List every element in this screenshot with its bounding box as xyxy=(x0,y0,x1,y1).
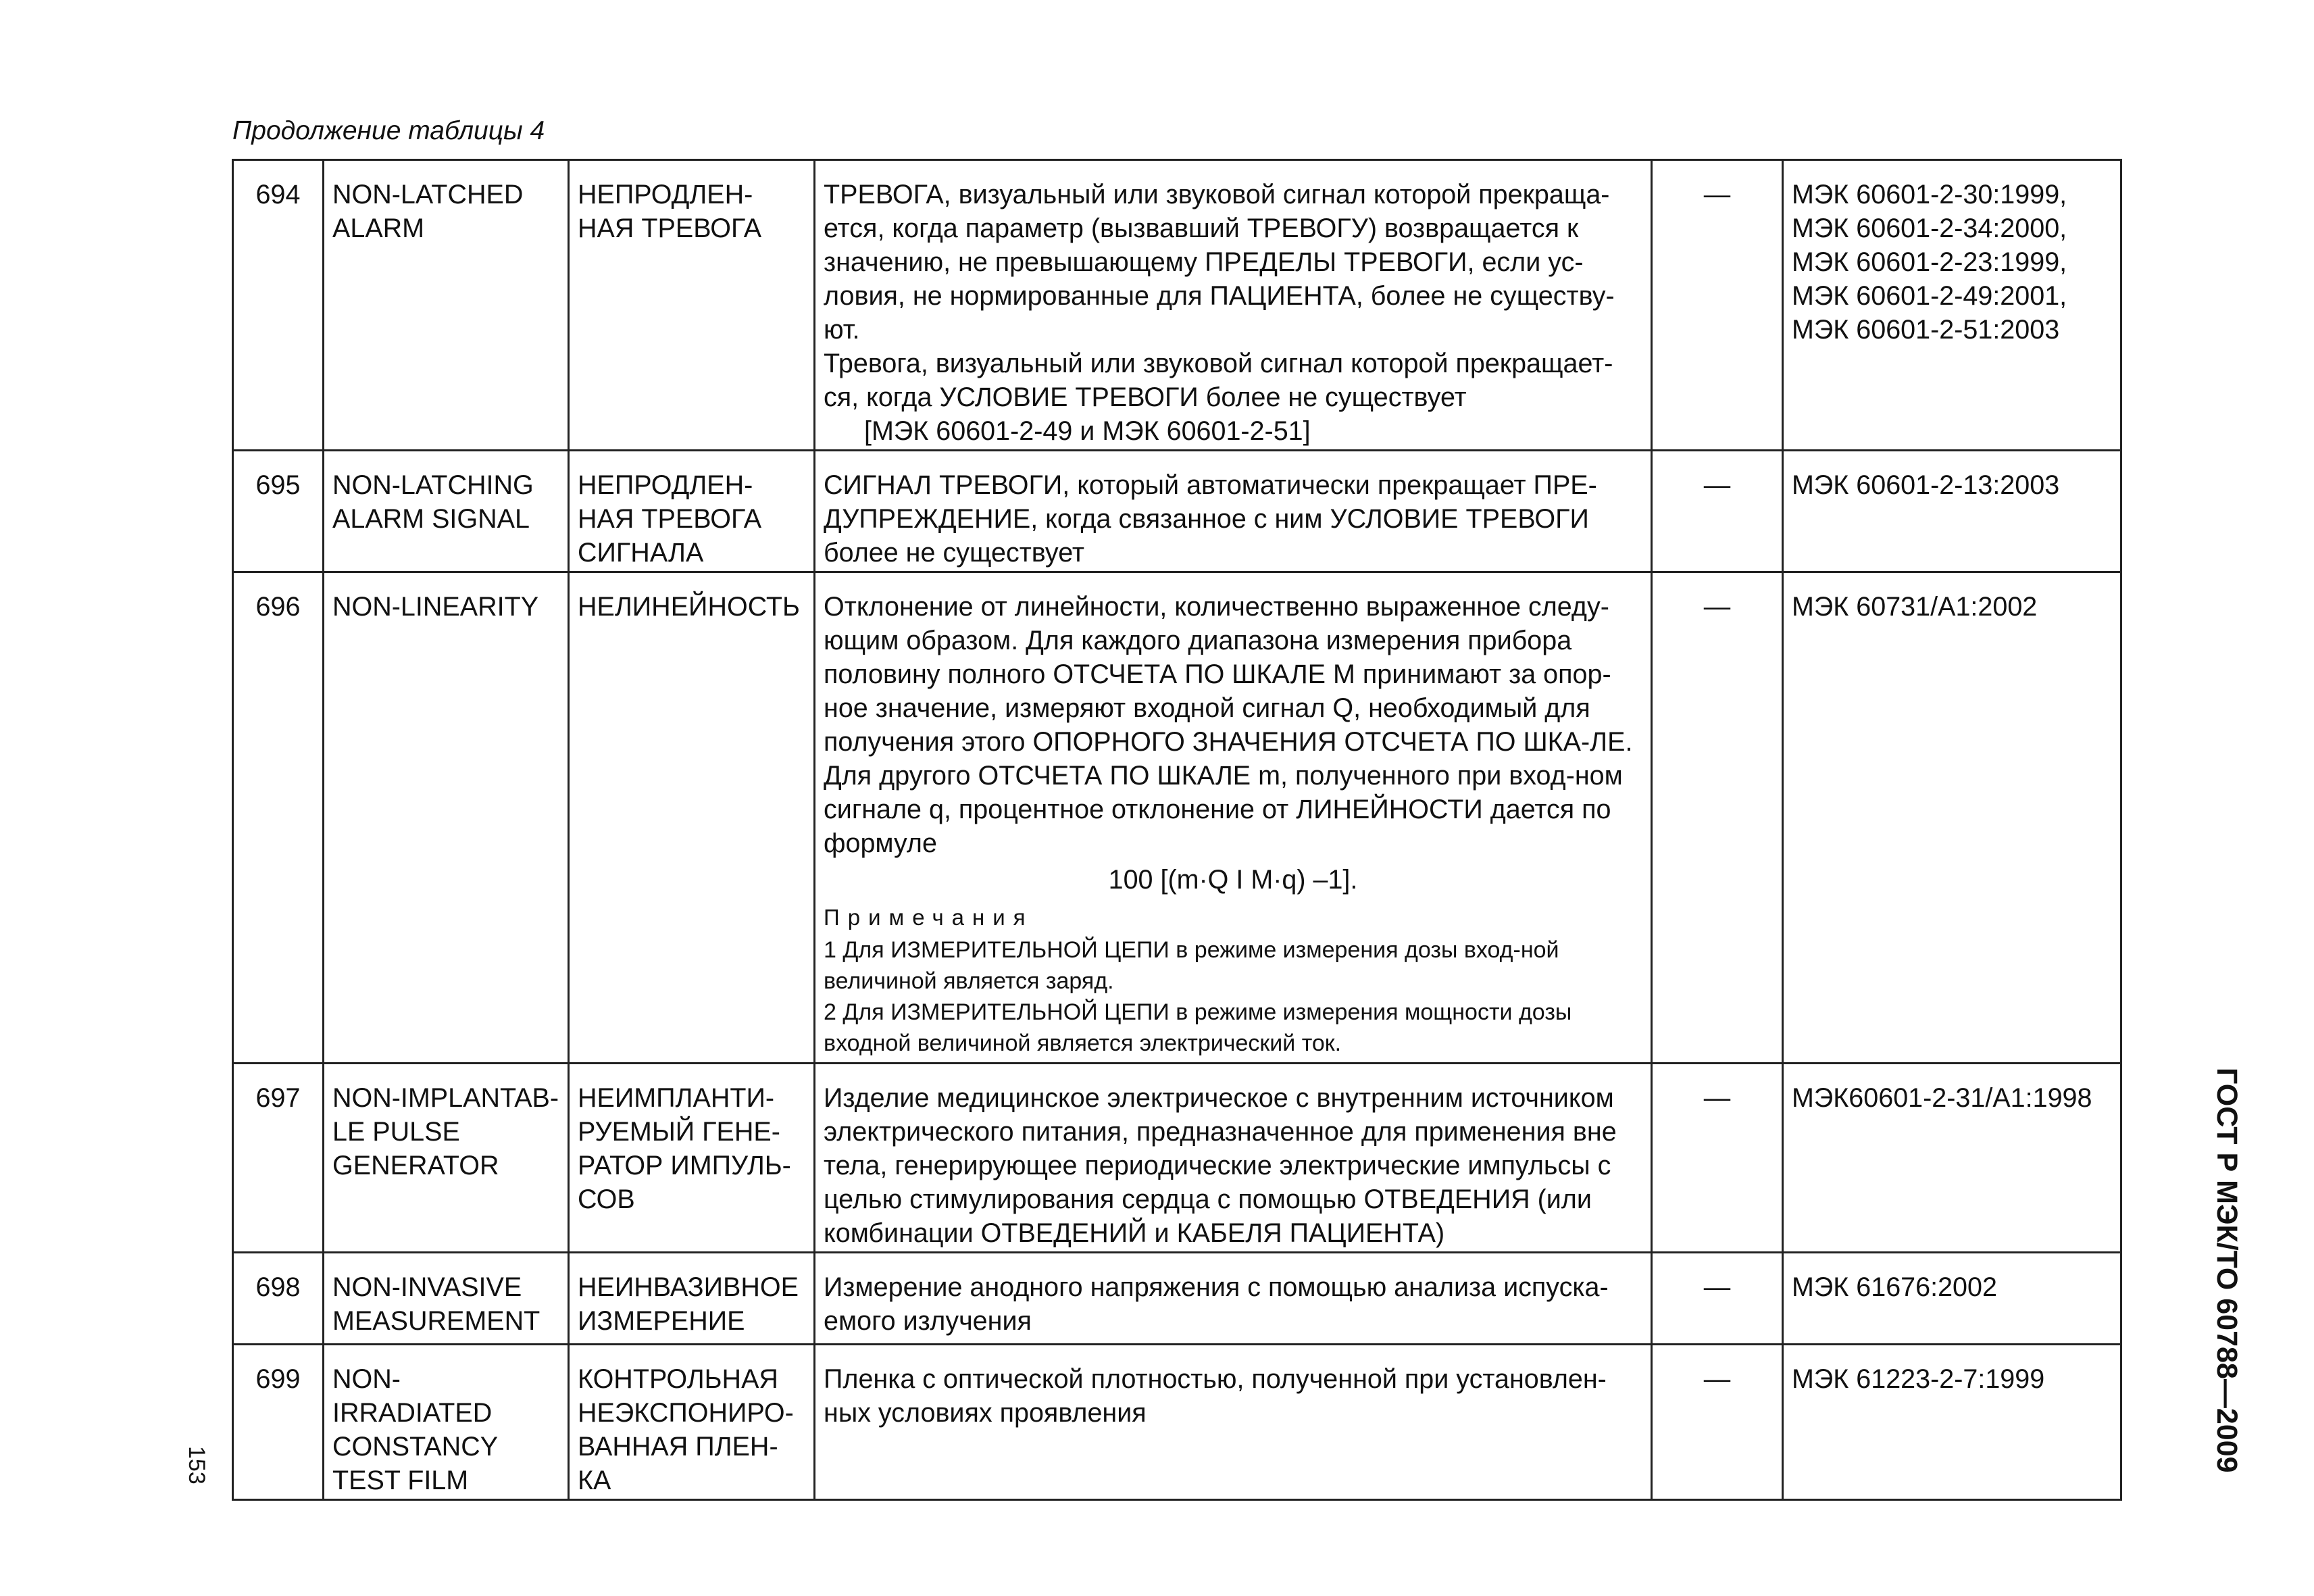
term-symbol: — xyxy=(1652,1253,1783,1345)
term-definition xyxy=(815,160,1652,451)
definition-text: Тревога, визуальный или звуковой сигнал которой прекращает-ся, когда УСЛОВИЕ ТРЕВОГИ более не существует xyxy=(824,349,1613,412)
table-row xyxy=(233,451,2121,572)
term-russian: КОНТРОЛЬНАЯ НЕЭКСПОНИРО-ВАННАЯ ПЛЕН-КА xyxy=(569,1345,815,1500)
term-symbol: — xyxy=(1652,572,1783,1064)
page-number: 153 xyxy=(184,1446,209,1485)
term-russian: НЕИНВАЗИВНОЕ ИЗМЕРЕНИЕ xyxy=(569,1253,815,1345)
term-english: NON-LATCHED ALARM xyxy=(324,160,569,451)
formula: 100 [(m·Q I M·q) –1]. xyxy=(1108,865,1358,895)
terms-table xyxy=(232,159,2122,1501)
table-row xyxy=(233,1253,2121,1345)
term-definition: Измерение анодного напряжения с помощью анализа испуска-емого излучения xyxy=(815,1253,1652,1345)
term-definition: СИГНАЛ ТРЕВОГИ, который автоматически прекращает ПРЕ-ДУПРЕЖДЕНИЕ, когда связанное с ним УСЛОВИЕ ТРЕВОГИ более не существует xyxy=(815,451,1652,572)
term-symbol: — xyxy=(1652,160,1783,451)
term-russian: НЕПРОДЛЕН-НАЯ ТРЕВОГА xyxy=(569,160,815,451)
definition-text: ТРЕВОГА, визуальный или звуковой сигнал которой прекраща-ется, когда параметр (вызвавший ТРЕВОГУ) возвращается к значению, не превышающему ПРЕДЕЛЫ ТРЕВОГИ, если ус-ловия, не нормированные для ПАЦИЕНТА, более не существу-ют. xyxy=(824,180,1615,345)
term-source: МЭК 61223-2-7:1999 xyxy=(1783,1345,2121,1500)
table-row xyxy=(233,1345,2121,1500)
term-number: 694 xyxy=(233,160,324,451)
notes-heading: Примечания xyxy=(824,905,1034,930)
definition-reference: [МЭК 60601-2-49 и МЭК 60601-2-51] xyxy=(864,416,1311,446)
table-row xyxy=(233,572,2121,1064)
document-title: ГОСТ Р МЭК/ТО 60788—2009 xyxy=(2211,1068,2243,1473)
term-russian: НЕПРОДЛЕН-НАЯ ТРЕВОГА СИГНАЛА xyxy=(569,451,815,572)
term-english: NON-IRRADIATED CONSTANCY TEST FILM xyxy=(324,1345,569,1500)
term-source: МЭК60601-2-31/А1:1998 xyxy=(1783,1064,2121,1253)
table-row xyxy=(233,1064,2121,1253)
term-english: NON-LINEARITY xyxy=(324,572,569,1064)
term-english: NON-IMPLANTAB-LE PULSE GENERATOR xyxy=(324,1064,569,1253)
term-number: 695 xyxy=(233,451,324,572)
definition-text: Отклонение от линейности, количественно выраженное следу-ющим образом. Для каждого диапазона измерения прибора половину полного ОТСЧЕТА ПО ШКАЛЕ М принимают за опор-ное значение, измеряют входной сигнал Q, необходимый для получения этого ОПОРНОГО ЗНАЧЕНИЯ ОТСЧЕТА ПО ШКА-ЛЕ. Для другого ОТСЧЕТА ПО ШКАЛЕ m, полученного при вход-ном сигнале q, процентное отклонение от ЛИНЕЙНОСТИ дается по формуле xyxy=(824,592,1633,858)
term-source: МЭК 60731/А1:2002 xyxy=(1783,572,2121,1064)
term-russian: НЕЛИНЕЙНОСТЬ xyxy=(569,572,815,1064)
term-definition: Пленка с оптической плотностью, полученной при установлен-ных условиях проявления xyxy=(815,1345,1652,1500)
note: 1 Для ИЗМЕРИТЕЛЬНОЙ ЦЕПИ в режиме измерения дозы вход-ной величиной является заряд. xyxy=(824,937,1559,994)
term-russian: НЕИМПЛАНТИ-РУЕМЫЙ ГЕНЕ-РАТОР ИМПУЛЬ-СОВ xyxy=(569,1064,815,1253)
term-symbol: — xyxy=(1652,451,1783,572)
term-english: NON-LATCHING ALARM SIGNAL xyxy=(324,451,569,572)
term-number: 698 xyxy=(233,1253,324,1345)
term-number: 699 xyxy=(233,1345,324,1500)
term-definition xyxy=(815,572,1652,1064)
term-number: 696 xyxy=(233,572,324,1064)
term-symbol: — xyxy=(1652,1064,1783,1253)
term-source: МЭК 61676:2002 xyxy=(1783,1253,2121,1345)
note: 2 Для ИЗМЕРИТЕЛЬНОЙ ЦЕПИ в режиме измерения мощности дозы входной величиной является электрический ток. xyxy=(824,999,1572,1056)
term-source: МЭК 60601-2-30:1999, МЭК 60601-2-34:2000, МЭК 60601-2-23:1999, МЭК 60601-2-49:2001, МЭК 60601-2-51:2003 xyxy=(1783,160,2121,451)
term-number: 697 xyxy=(233,1064,324,1253)
term-symbol: — xyxy=(1652,1345,1783,1500)
table-row xyxy=(233,160,2121,451)
table-caption: Продолжение таблицы 4 xyxy=(232,116,545,145)
term-definition: Изделие медицинское электрическое с внутренним источником электрического питания, предназначенное для применения вне тела, генерирующее периодические электрические импульсы с целью стимулирования сердца с помощью ОТВЕДЕНИЯ (или комбинации ОТВЕДЕНИЙ и КАБЕЛЯ ПАЦИЕНТА) xyxy=(815,1064,1652,1253)
term-source: МЭК 60601-2-13:2003 xyxy=(1783,451,2121,572)
term-english: NON-INVASIVE MEASUREMENT xyxy=(324,1253,569,1345)
